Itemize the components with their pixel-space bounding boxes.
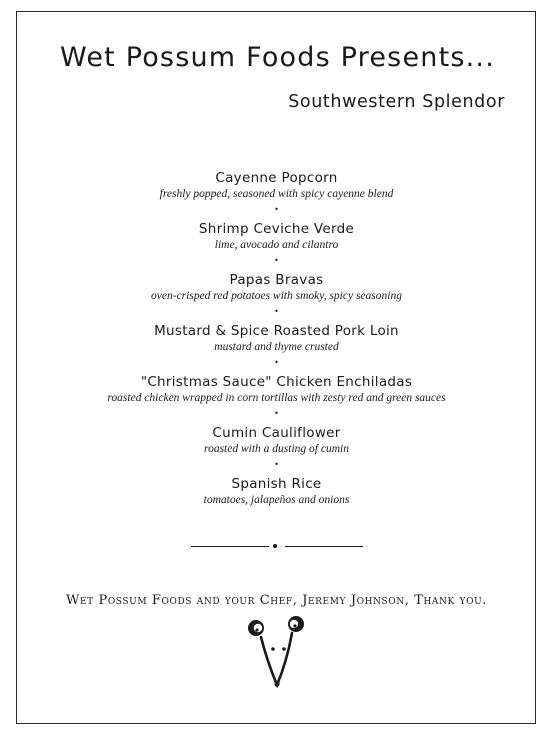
divider-dot xyxy=(273,544,277,548)
menu-item-description: roasted chicken wrapped in corn tortillas with zesty red and green sauces xyxy=(107,392,446,404)
separator-dot: • xyxy=(274,256,279,265)
menu-item-description: lime, avocado and cilantro xyxy=(214,239,339,251)
menu-item-name: Cumin Cauliflower xyxy=(212,425,341,441)
menu-item-description: roasted with a dusting of cumin xyxy=(204,443,349,455)
separator-dot: • xyxy=(274,307,279,316)
chef-thank-you-note: Wet Possum Foods and your Chef, Jeremy Johnson, Thank you. xyxy=(66,593,487,608)
menu-item-name: Papas Bravas xyxy=(229,272,324,288)
divider-rule-left xyxy=(191,546,269,547)
right-eye-icon xyxy=(282,647,286,651)
menu-item xyxy=(0,221,553,252)
separator-dot: • xyxy=(274,460,279,469)
menu-item-name: "Christmas Sauce" Chicken Enchiladas xyxy=(140,374,413,390)
menu-item-description: tomatoes, jalapeños and onions xyxy=(203,494,350,506)
menu-item-name: Shrimp Ceviche Verde xyxy=(198,221,355,237)
left-ear-icon xyxy=(248,620,264,636)
nose-icon xyxy=(274,681,279,686)
separator-dot: • xyxy=(274,205,279,214)
menu-theme-subtitle: Southwestern Splendor xyxy=(288,92,505,112)
divider-rule-right xyxy=(285,546,363,547)
section-divider xyxy=(0,541,553,553)
menu-item-name: Cayenne Popcorn xyxy=(215,170,338,186)
separator-dot: • xyxy=(274,358,279,367)
menu-item xyxy=(0,170,553,201)
page-title: Wet Possum Foods Presents... xyxy=(60,42,495,73)
menu-list xyxy=(0,170,553,507)
menu-item xyxy=(0,374,553,405)
menu-item-description: oven-crisped red potatoes with smoky, spicy seasoning xyxy=(151,290,402,302)
menu-item xyxy=(0,272,553,303)
menu-item-name: Mustard & Spice Roasted Pork Loin xyxy=(154,323,399,339)
menu-item xyxy=(0,425,553,456)
menu-item-description: mustard and thyme crusted xyxy=(214,341,339,353)
possum-face-logo-icon xyxy=(243,615,309,691)
menu-item xyxy=(0,323,553,354)
right-ear-icon xyxy=(288,616,304,632)
menu-item-description: freshly popped, seasoned with spicy cayenne blend xyxy=(159,188,394,200)
left-eye-icon xyxy=(271,647,275,651)
face-outline xyxy=(261,633,292,685)
separator-dot: • xyxy=(274,409,279,418)
menu-item-name: Spanish Rice xyxy=(231,476,322,492)
menu-item xyxy=(0,476,553,507)
